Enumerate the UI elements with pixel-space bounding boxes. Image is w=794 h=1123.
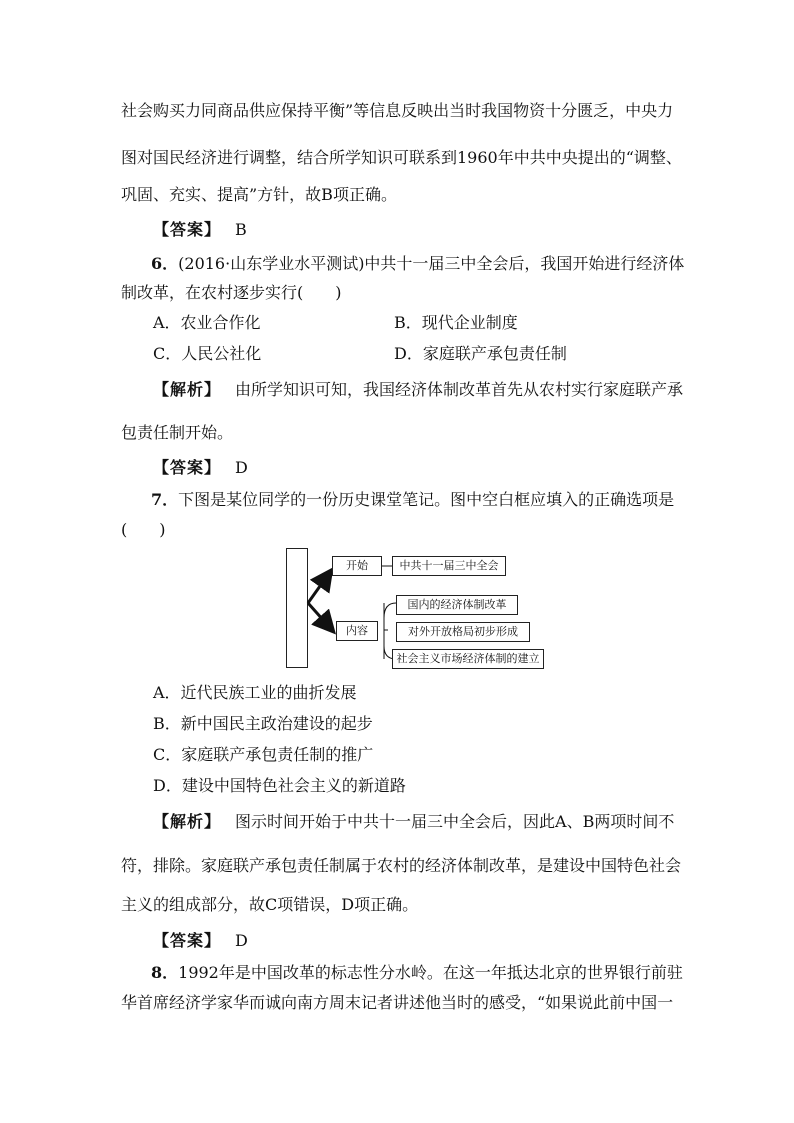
content-label-box: 内容 xyxy=(336,621,378,641)
answer-value: D xyxy=(235,931,248,950)
answer-line xyxy=(153,458,248,478)
option-d: D．建设中国特色社会主义的新道路 xyxy=(153,776,406,795)
analysis-text: 图示时间开始于中共十一届三中全会后，因此A、B两项时间不 xyxy=(235,812,675,831)
answer-tag: 【答案】 xyxy=(153,458,222,477)
content-item-2: 对外开放格局初步形成 xyxy=(396,622,530,642)
analysis-text: 由所学知识可知，我国经济体制改革首先从农村实行家庭联产承 xyxy=(235,380,684,399)
question-number: 7． xyxy=(151,490,179,509)
content-item-1: 国内的经济体制改革 xyxy=(396,595,518,615)
analysis-tag: 【解析】 xyxy=(153,380,222,399)
start-value-box: 中共十一届三中全会 xyxy=(392,556,506,576)
answer-line xyxy=(153,220,247,240)
paragraph-line: 社会购买力同商品供应保持平衡”等信息反映出当时我国物资十分匮乏，中央力 xyxy=(121,101,674,120)
analysis-line-cont: 包责任制开始。 xyxy=(121,423,234,442)
option-c: C．人民公社化 xyxy=(153,344,262,363)
paragraph-line: 图对国民经济进行调整，结合所学知识可联系到1960年中共中央提出的“调整、 xyxy=(121,148,682,167)
question-text: 1992年是中国改革的标志性分水岭。在这一年抵达北京的世界银行前驻 xyxy=(178,963,683,982)
question-6-stem-cont: 制改革，在农村逐步实行( ) xyxy=(121,283,342,302)
option-b: B．现代企业制度 xyxy=(394,313,518,332)
question-8-stem-cont: 华首席经济学家华而诚向南方周末记者讲述他当时的感受，“如果说此前中国一 xyxy=(121,993,674,1012)
start-label-box: 开始 xyxy=(332,556,382,576)
analysis-line xyxy=(153,380,683,400)
option-d: D．家庭联产承包责任制 xyxy=(394,344,567,363)
question-8-stem xyxy=(151,963,683,983)
answer-value: B xyxy=(235,220,247,239)
content-item-3: 社会主义市场经济体制的建立 xyxy=(392,649,544,669)
question-number: 8． xyxy=(151,963,179,982)
question-number: 6． xyxy=(151,254,179,273)
analysis-line-cont: 符，排除。家庭联产承包责任制属于农村的经济体制改革，是建设中国特色社会 xyxy=(121,856,682,875)
question-7-stem-cont: ( ) xyxy=(121,520,166,539)
arrow-down xyxy=(308,603,332,630)
answer-line xyxy=(153,931,248,951)
question-7-stem xyxy=(151,490,674,510)
paragraph-line: 巩固、充实、提高”方针，故B项正确。 xyxy=(121,185,397,204)
analysis-tag: 【解析】 xyxy=(153,812,222,831)
notes-diagram xyxy=(286,548,546,670)
arrow-up xyxy=(308,572,330,603)
question-text: 下图是某位同学的一份历史课堂笔记。图中空白框应填入的正确选项是 xyxy=(178,490,675,509)
answer-tag: 【答案】 xyxy=(153,931,222,950)
question-text: (2016·山东学业水平测试)中共十一届三中全会后，我国开始进行经济体 xyxy=(178,254,685,273)
option-a: A．近代民族工业的曲折发展 xyxy=(153,683,357,702)
question-6-stem xyxy=(151,254,684,274)
answer-value: D xyxy=(235,458,248,477)
analysis-line-cont: 主义的组成部分，故C项错误，D项正确。 xyxy=(121,895,419,914)
option-b: B．新中国民主政治建设的起步 xyxy=(153,714,373,733)
option-c: C．家庭联产承包责任制的推广 xyxy=(153,745,374,764)
analysis-line xyxy=(153,812,674,832)
answer-tag: 【答案】 xyxy=(153,220,222,239)
option-a: A．农业合作化 xyxy=(153,313,261,332)
